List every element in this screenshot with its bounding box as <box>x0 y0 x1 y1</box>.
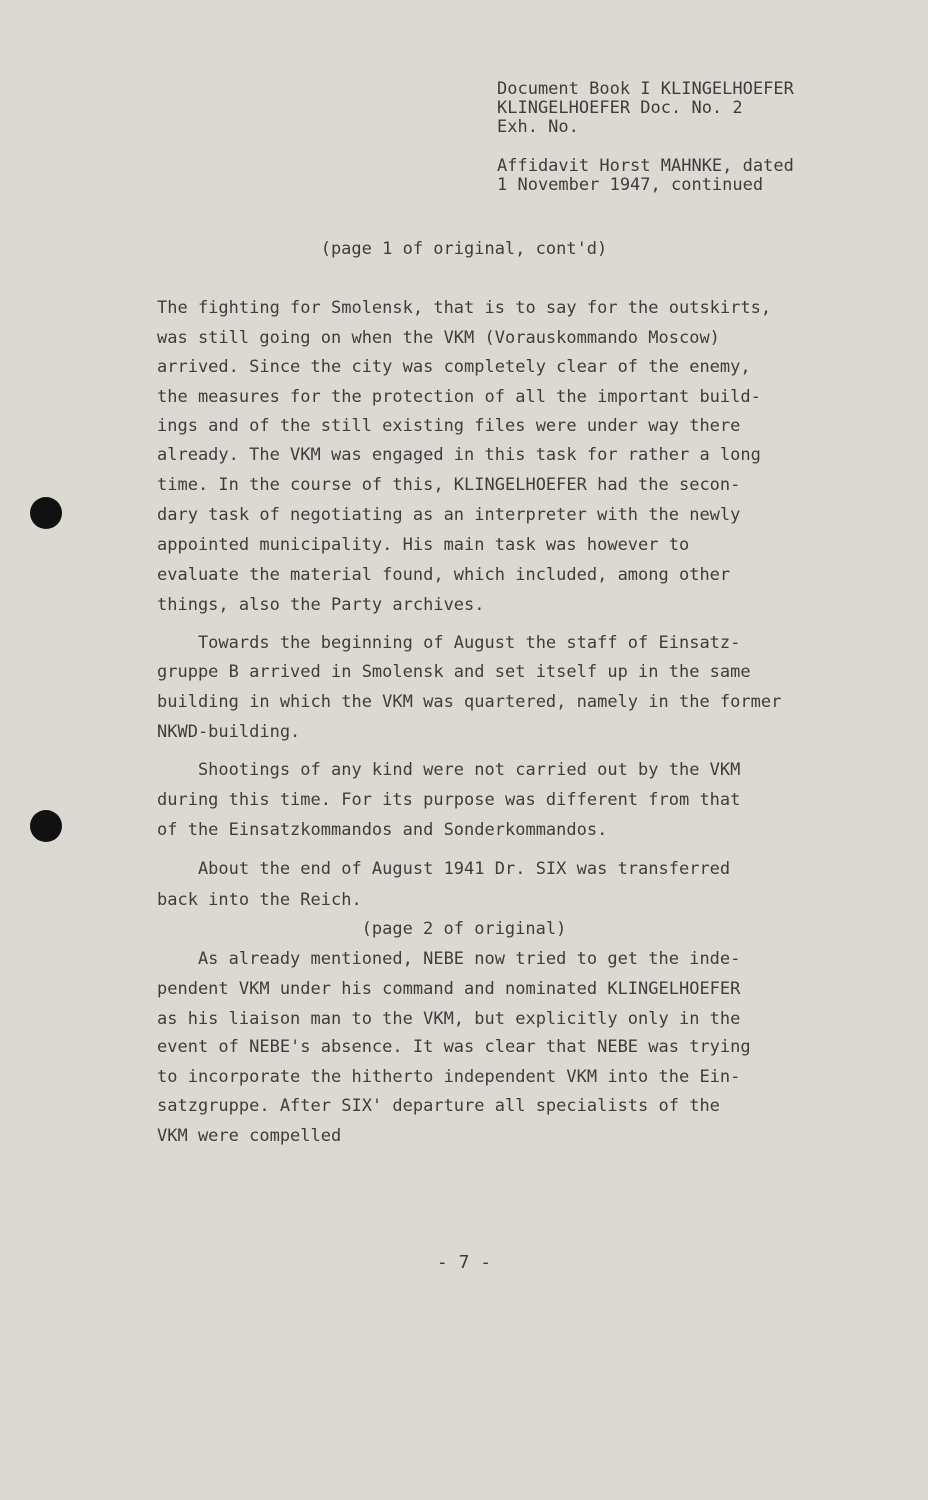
header-line: KLINGELHOEFER Doc. No. 2 <box>497 98 743 118</box>
text-line: Shootings of any kind were not carried out by the VKM <box>157 760 741 780</box>
text-line: already. The VKM was engaged in this task for rather a long <box>157 445 761 465</box>
text-line: pendent VKM under his command and nominated KLINGELHOEFER <box>157 979 741 999</box>
affidavit-line: Affidavit Horst MAHNKE, dated <box>497 156 794 176</box>
text-line: event of NEBE's absence. It was clear that NEBE was trying <box>157 1037 751 1057</box>
punch-hole-top <box>30 497 62 529</box>
text-line: NKWD-building. <box>157 722 301 742</box>
subheading-page-2: (page 2 of original) <box>361 919 567 939</box>
text-line: as his liaison man to the VKM, but explicitly only in the <box>157 1009 741 1029</box>
text-line: during this time. For its purpose was different from that <box>157 790 741 810</box>
text-line: building in which the VKM was quartered, namely in the former <box>157 692 782 712</box>
text-line: The fighting for Smolensk, that is to say for the outskirts, <box>157 298 772 318</box>
text-line: of the Einsatzkommandos and Sonderkommandos. <box>157 820 608 840</box>
text-line: gruppe B arrived in Smolensk and set itself up in the same <box>157 662 751 682</box>
header-line: Document Book I KLINGELHOEFER <box>497 79 794 99</box>
affidavit-reference <box>497 157 794 195</box>
punch-hole-bottom <box>30 810 62 842</box>
text-line: As already mentioned, NEBE now tried to get the inde- <box>157 949 741 969</box>
affidavit-line: 1 November 1947, continued <box>497 175 764 195</box>
text-line: back into the Reich. <box>157 890 362 910</box>
text-line: satzgruppe. After SIX' departure all specialists of the <box>157 1096 720 1116</box>
text-line: evaluate the material found, which included, among other <box>157 565 731 585</box>
text-line: About the end of August 1941 Dr. SIX was transferred <box>157 859 731 879</box>
header-line: Exh. No. <box>497 117 579 137</box>
text-line: VKM were compelled <box>157 1126 342 1146</box>
text-line: dary task of negotiating as an interpreter with the newly <box>157 505 741 525</box>
text-line: to incorporate the hitherto independent VKM into the Ein- <box>157 1067 741 1087</box>
text-line: ings and of the still existing files were under way there <box>157 416 741 436</box>
text-line: appointed municipality. His main task was however to <box>157 535 690 555</box>
text-line: the measures for the protection of all the important build- <box>157 387 761 407</box>
document-header <box>497 80 794 137</box>
text-line: was still going on when the VKM (Vorauskommando Moscow) <box>157 328 720 348</box>
subheading-page-1: (page 1 of original, cont'd) <box>320 239 608 259</box>
text-line: Towards the beginning of August the staff of Einsatz- <box>157 633 741 653</box>
text-line: arrived. Since the city was completely clear of the enemy, <box>157 357 751 377</box>
page-number: - 7 - <box>436 1252 492 1273</box>
text-line: time. In the course of this, KLINGELHOEFER had the secon- <box>157 475 741 495</box>
text-line: things, also the Party archives. <box>157 595 485 615</box>
